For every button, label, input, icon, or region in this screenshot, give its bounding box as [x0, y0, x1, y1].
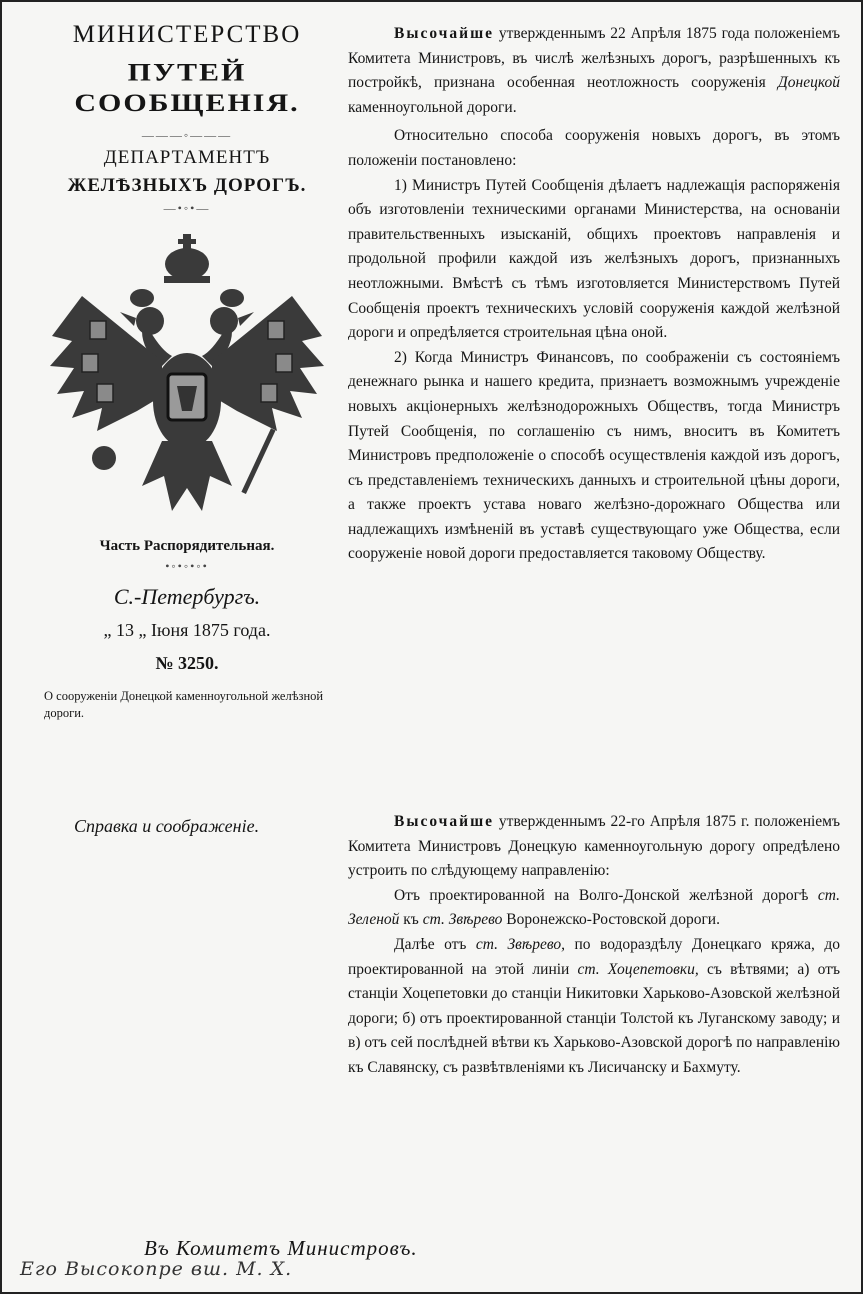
emphasis-word: Высочайше: [394, 813, 495, 830]
paragraph-3: 1) Министръ Путей Сообщенія дѣлаетъ надлежащія распоряженія объ изготовленіи техническими органами Министерства, на основаніи правительственныхъ изысканій, общихъ проектовъ направленія и продольной профили каждой изъ желѣзныхъ дорогъ, признанныхъ неотложными. Вмѣстѣ съ тѣмъ изготовляется Министерствомъ Путей Сообщенія проектъ техническихъ условій сооруженія каждой желѣзной дороги и опредѣляется строительная цѣна оной.: [348, 176, 840, 342]
department-title-line2: ЖЕЛѢЗНЫХЪ ДОРОГЪ.: [67, 175, 307, 196]
double-headed-eagle-emblem-icon: [42, 226, 332, 526]
document-subject: О сооруженіи Донецкой каменноугольной желѣзной дороги.: [44, 689, 324, 720]
ministry-title-line2: ПУТЕЙ СООБЩЕНІЯ.: [74, 58, 300, 117]
handwritten-note: Его Высокопре вш. М. Х.: [20, 1258, 293, 1280]
ornament-divider-3: •◦•◦•◦•: [165, 559, 209, 573]
ornament-divider-2: —•◦•—: [163, 201, 211, 215]
emphasis-word: Высочайше: [394, 25, 495, 42]
date-label: „ 13 „ Іюня 1875 года.: [103, 620, 271, 640]
left-column: [32, 20, 342, 722]
main-text-column: [348, 22, 840, 1076]
paragraph-5: Высочайше утвержденнымъ 22-го Апрѣля 1875 г. положеніемъ Комитета Министровъ Донецкую каменноугольную дорогу опредѣлено устроить по слѣдующему направленію:: [348, 813, 840, 880]
paragraph-1: Высочайше утвержденнымъ 22 Апрѣля 1875 года положеніемъ Комитета Министровъ, въ числѣ желѣзныхъ дорогъ, разрѣшенныхъ къ постройкѣ, признана особенная неотложность сооруженія Донецкой каменноугольной дороги.: [348, 25, 840, 116]
paragraph-4: 2) Когда Министръ Финансовъ, по соображеніи съ состояніемъ денежнаго рынка и нашего кредита, признаетъ возможнымъ учрежденіе новыхъ акціонерныхъ желѣзнодорожныхъ Обществъ, тогда Министръ Путей Сообщенія, по соглашенію съ нимъ, вноситъ въ Комитетъ Министровъ предположеніе о способѣ осуществленія каждой изъ дорогъ, съ представленіемъ техническихъ данныхъ и строительной цѣны дороги, а также проектъ устава новаго желѣзно-дорожнаго Общества или надлежащихъ измѣненій въ уставѣ существующаго уже Общества, если сооруженіе новой дороги предоставляется таковому Обществу.: [348, 348, 840, 563]
second-section: [348, 810, 840, 1081]
ministry-title-line1: МИНИСТЕРСТВО: [72, 21, 302, 48]
department-title-line1: ДЕПАРТАМЕНТЪ: [103, 147, 271, 168]
ornament-divider: ———◦———: [141, 128, 233, 142]
part-label: Часть Распорядительная.: [99, 538, 275, 554]
paragraph-2: Относительно способа сооруженія новыхъ дорогъ, въ этомъ положеніи постановлено:: [348, 127, 840, 169]
paragraph-7: Далѣе отъ ст. Звѣрево, по водораздѣлу Донецкаго кряжа, до проектированной на этой линіи ст. Хоцепетовки, съ вѣтвями; а) отъ станціи Хоцепетовки до станціи Никитовки Харьково-Азовской желѣзной дороги; б) отъ проектированной станціи Толстой къ Луганскому заводу; и в) отъ сей послѣдней вѣтви къ Харьково-Азовской дорогѣ по направленію къ Славянску, съ развѣтвленіями къ Лисичанску и Бахмуту.: [348, 935, 840, 1076]
paragraph-6: Отъ проектированной на Волго-Донской желѣзной дорогѣ ст. Зеленой къ ст. Звѣрево Воронежско-Ростовской дороги.: [348, 886, 840, 929]
addressee-line: Въ Комитетъ Министровъ.: [144, 1236, 418, 1260]
document-number: № 3250.: [155, 653, 219, 673]
city-label: С.-Петербургъ.: [113, 584, 261, 609]
spravka-heading: Справка и соображеніе.: [74, 816, 260, 836]
